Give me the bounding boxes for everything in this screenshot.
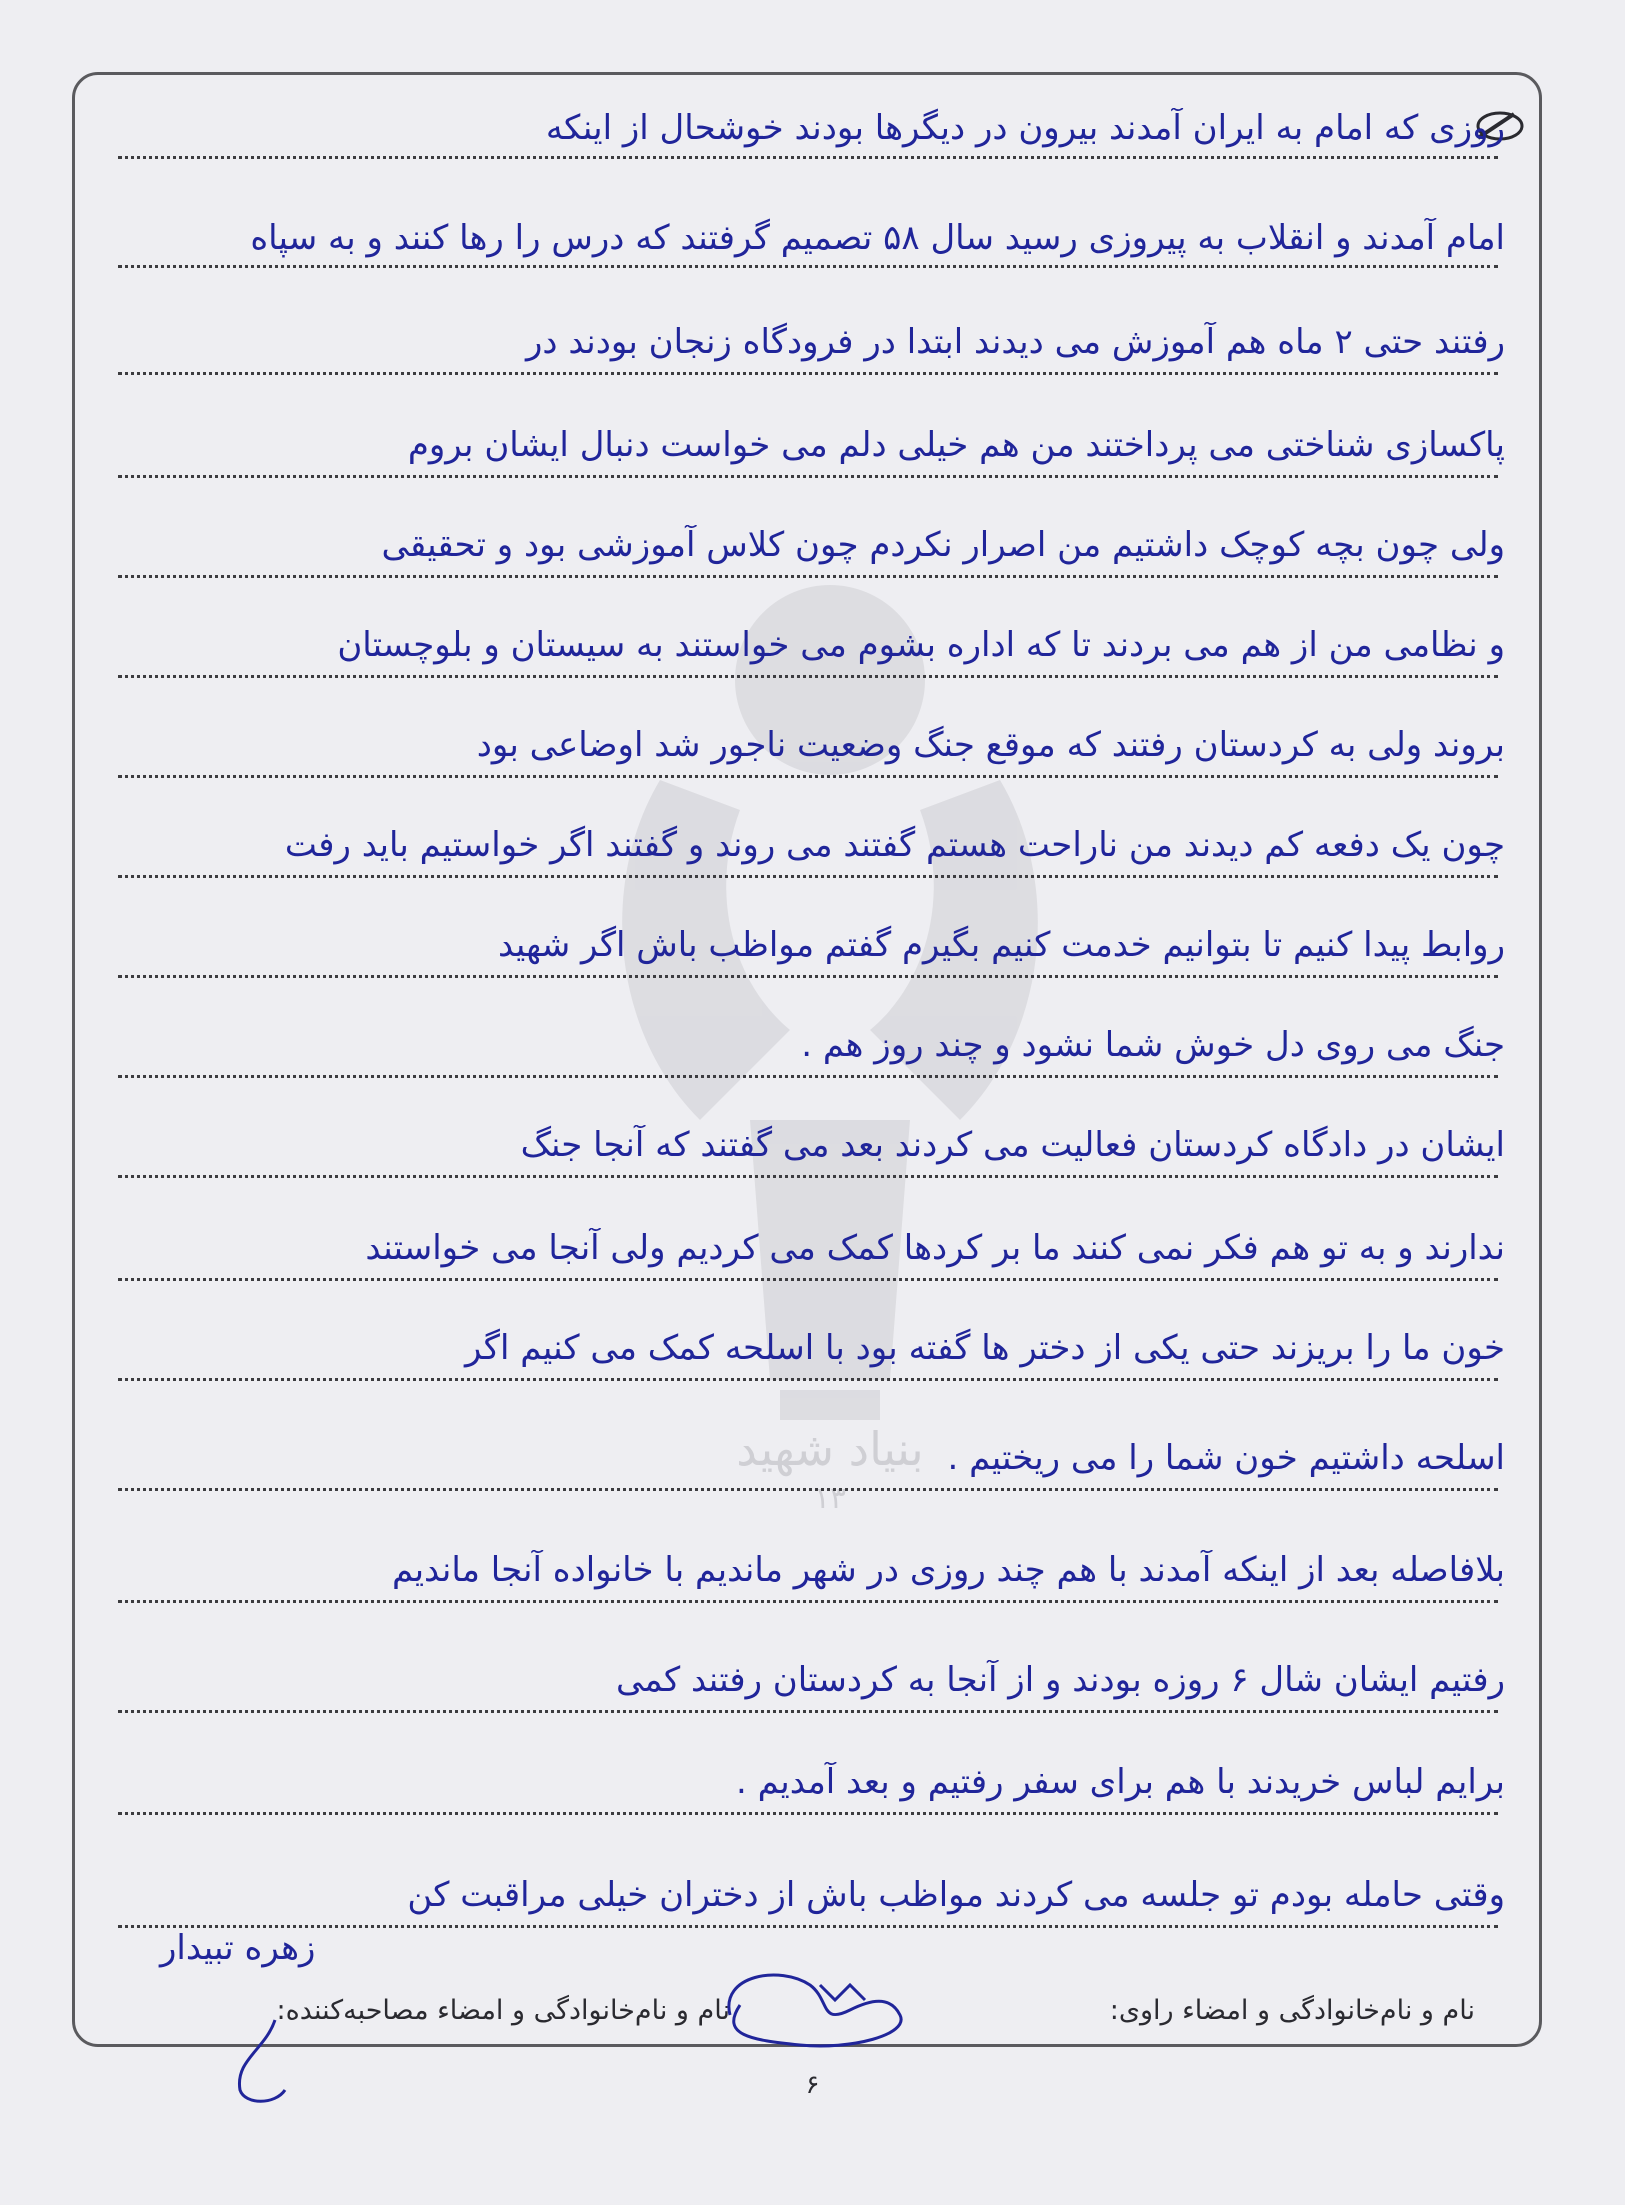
transcript-line-13: خون ما را بریزند حتی یکی از دختر ها گفته بود با اسلحه کمک می کنیم اگر (465, 1328, 1505, 1368)
ruled-line (118, 875, 1498, 878)
transcript-line-8: چون یک دفعه کم دیدند من ناراحت هستم گفتند می روند و گفتند اگر خواستیم باید رفت (284, 825, 1505, 865)
transcript-line-16: رفتیم ایشان شال ۶ روزه بودند و از آنجا به کردستان رفتند کمی (615, 1660, 1505, 1700)
ruled-line (118, 1488, 1498, 1491)
signature-mark (700, 1955, 930, 2055)
transcript-line-18: وقتی حامله بودم تو جلسه می کردند مواظب باش از دختران خیلی مراقبت کن (407, 1875, 1505, 1915)
ruled-line (118, 775, 1498, 778)
ruled-line (118, 1812, 1498, 1815)
transcript-line-9: روابط پیدا کنیم تا بتوانیم خدمت کنیم بگیرم گفتم مواظب باش اگر شهید (497, 925, 1505, 965)
transcript-line-10: جنگ می روی دل خوش شما نشود و چند روز هم . (801, 1025, 1505, 1065)
transcript-line-12: ندارند و به تو هم فکر نمی کنند ما بر کردها کمک می کردیم ولی آنجا می خواستند (365, 1228, 1505, 1268)
transcript-line-4: پاکسازی شناختی می پرداختند من هم خیلی دلم می خواست دنبال ایشان بروم (407, 425, 1505, 465)
transcript-line-7: بروند ولی به کردستان رفتند که موقع جنگ وضعیت ناجور شد اوضاعی بود (476, 725, 1505, 765)
ruled-line (118, 1278, 1498, 1281)
transcript-line-11: ایشان در دادگاه کردستان فعالیت می کردند بعد می گفتند که آنجا جنگ (520, 1125, 1505, 1165)
transcript-line-14: اسلحه داشتیم خون شما را می ریختیم . (947, 1438, 1505, 1478)
ruled-line (118, 675, 1498, 678)
ruled-line (118, 1925, 1498, 1928)
interviewer-signature-label: نام و نام‌خانوادگی و امضاء مصاحبه‌کننده: (276, 1995, 730, 2026)
ruled-line (118, 1175, 1498, 1178)
transcript-line-2: امام آمدند و انقلاب به پیروزی رسید سال ۵۸ تصمیم گرفتند که درس را رها کنند و به سپاه (250, 218, 1505, 258)
transcript-line-1: روزی که امام به ایران آمدند بیرون در دیگرها بودند خوشحال از اینکه (545, 108, 1505, 148)
ruled-line (118, 156, 1498, 159)
ruled-line (118, 1378, 1498, 1381)
watermark-text: بنیاد شهید (736, 1422, 924, 1476)
ruled-line (118, 1075, 1498, 1078)
transcript-line-17: برایم لباس خریدند با هم برای سفر رفتیم و بعد آمدیم . (736, 1762, 1505, 1802)
ruled-line (118, 475, 1498, 478)
ruled-line (118, 1600, 1498, 1603)
page-number: ۶ (805, 2070, 820, 2100)
interviewer-handwritten-name: زهره تبیدار (160, 1928, 316, 1968)
ruled-line (118, 1710, 1498, 1713)
transcript-line-3: رفتند حتی ۲ ماه هم آموزش می دیدند ابتدا در فرودگاه زنجان بودند در (526, 322, 1505, 362)
transcript-line-15: بلافاصله بعد از اینکه آمدند با هم چند روزی در شهر ماندیم با خانواده آنجا ماندیم (391, 1550, 1505, 1590)
ruled-line (118, 265, 1498, 268)
ruled-line (118, 575, 1498, 578)
watermark-caption: ۱۳ (813, 1481, 847, 1516)
transcript-line-5: ولی چون بچه کوچک داشتیم من اصرار نکردم چون کلاس آموزشی بود و تحقیقی (381, 525, 1505, 565)
ruled-line (118, 975, 1498, 978)
narrator-signature-label: نام و نام‌خانوادگی و امضاء راوی: (1109, 1995, 1475, 2026)
transcript-line-6: و نظامی من از هم می بردند تا که اداره بشوم می خواستند به سیستان و بلوچستان (337, 625, 1505, 665)
ruled-line (118, 372, 1498, 375)
